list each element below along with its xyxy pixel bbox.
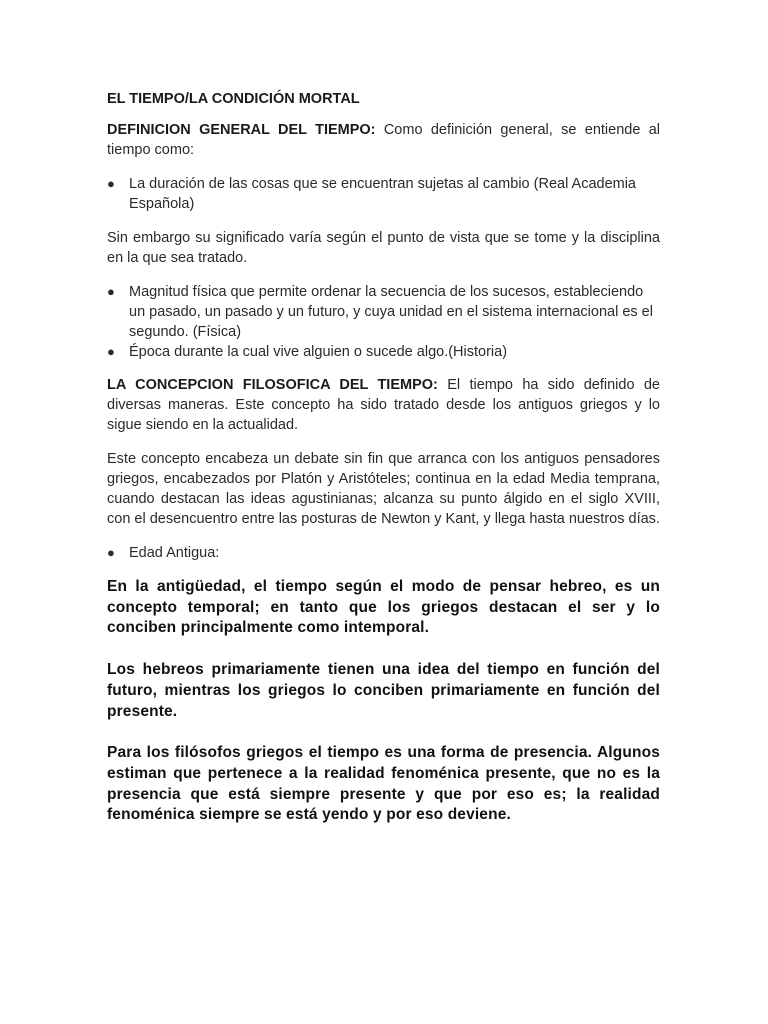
- bullet-list-edades: [107, 543, 660, 563]
- list-item: ● Época durante la cual vive alguien o sucede algo.(Historia): [107, 344, 508, 360]
- bullet-icon: ●: [107, 545, 115, 560]
- bullet-icon: ●: [107, 284, 115, 299]
- document-page: [107, 88, 660, 826]
- bullet-icon: ●: [107, 344, 115, 359]
- sin-embargo-paragraph: Sin embargo su significado varía según el punto de vista que se tome y la disciplina en la que sea tratado.: [107, 230, 660, 266]
- document-title: EL TIEMPO/LA CONDICIÓN MORTAL: [107, 91, 360, 107]
- list-item: ● La duración de las cosas que se encuentran sujetas al cambio (Real Academia Española): [107, 176, 636, 212]
- bullet-icon: ●: [107, 176, 115, 191]
- list-item: ● Edad Antigua:: [107, 545, 220, 561]
- concepcion-filosofica-paragraph: [107, 375, 660, 435]
- concepcion-filosofica-text: El tiempo ha sido definido de diversas maneras. Este concepto ha sido tratado desde los antiguos griegos y lo sigue siendo en la actualidad.: [107, 377, 660, 433]
- definicion-general-heading: DEFINICION GENERAL DEL TIEMPO:: [107, 122, 376, 138]
- bullet-list-definicion: [107, 174, 660, 214]
- hebreos-paragraph: Los hebreos primariamente tienen una idea del tiempo en función del futuro, mientras los griegos lo conciben primariamente en función del presente.: [107, 661, 660, 720]
- antiguedad-paragraph: En la antigüedad, el tiempo según el modo de pensar hebreo, es un concepto temporal; en tanto que los griegos destacan el ser y lo conciben principalmente como intemporal.: [107, 578, 660, 637]
- bullet-list-disciplinas: [107, 282, 660, 362]
- definicion-general-paragraph: [107, 120, 660, 160]
- definicion-general-text: Como definición general, se entiende al tiempo como:: [107, 122, 660, 158]
- filosofos-griegos-paragraph: Para los filósofos griegos el tiempo es una forma de presencia. Algunos estiman que pertenece a la realidad fenoménica presente, que no es la presencia que está siempre presente y que por eso es; la realidad fenoménica siempre se está yendo y por eso deviene.: [107, 744, 660, 824]
- este-concepto-paragraph: Este concepto encabeza un debate sin fin que arranca con los antiguos pensadores griegos, encabezados por Platón y Aristóteles; continua en la edad Media temprana, cuando destacan las ideas agustinianas; alcanza su punto álgido en el siglo XVIII, con el desencuentro entre las posturas de Newton y Kant, y llega hasta nuestros días.: [107, 451, 660, 527]
- concepcion-filosofica-heading: LA CONCEPCION FILOSOFICA DEL TIEMPO:: [107, 377, 438, 393]
- list-item: ● Magnitud física que permite ordenar la secuencia de los sucesos, estableciendo un pasado, un pasado y un futuro, y cuya unidad en el sistema internacional es el segundo. (Física): [107, 284, 653, 340]
